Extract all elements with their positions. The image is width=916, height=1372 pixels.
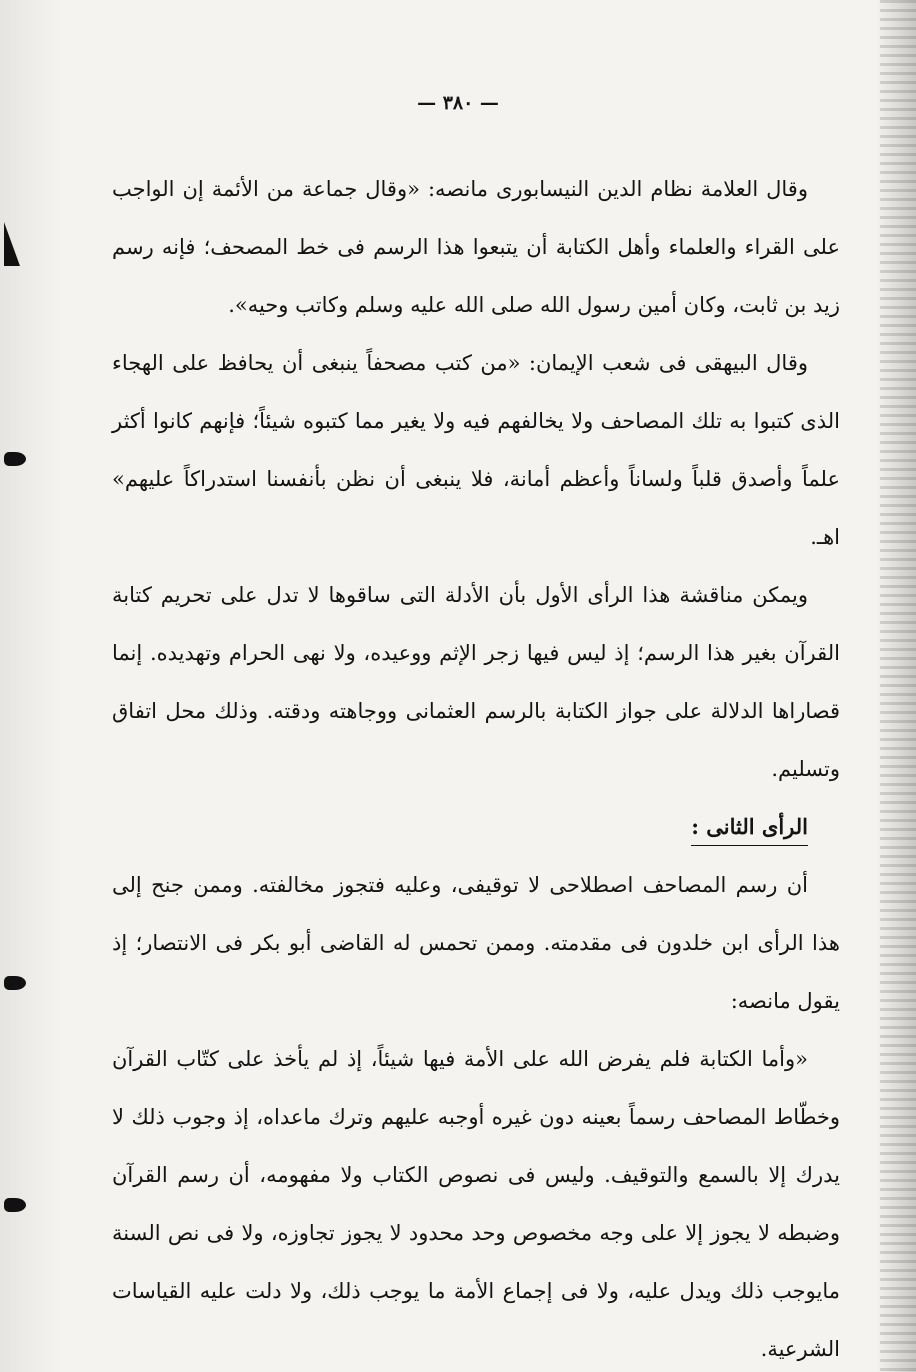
section-heading: الرأى الثانى :: [691, 809, 808, 846]
margin-ink-mark: [4, 976, 26, 990]
page-edge-shadow: [880, 0, 916, 1372]
paragraph: ويمكن مناقشة هذا الرأى الأول بأن الأدلة التى ساقوها لا تدل على تحريم كتابة القرآن بغير هذا الرسم؛ إذ ليس فيها زجر الإثم ووعيده، ولا نهى الحرام وتهديده. إنما قصاراها الدلالة على جواز الكتابة بالرسم العثمانى ووجاهته ودقته. وذلك محل اتفاق وتسليم.: [112, 583, 840, 781]
paragraph: وقال العلامة نظام الدين النيسابورى مانصه: «وقال جماعة من الأئمة إن الواجب على القراء والعلماء وأهل الكتابة أن يتبعوا هذا الرسم فى خط المصحف؛ فإنه رسم زيد بن ثابت، وكان أمين رسول الله صلى الله عليه وسلم وكاتب وحيه».: [112, 177, 840, 317]
section-heading-row: [112, 798, 840, 856]
margin-ink-mark: [4, 1198, 26, 1212]
quote-paragraph: «وأما الكتابة فلم يفرض الله على الأمة فيها شيئاً، إذ لم يأخذ على كتّاب القرآن وخطّاط المصاحف رسماً بعينه دون غيره أوجبه عليهم وترك ماعداه، إذ وجوب ذلك لا يدرك إلا بالسمع والتوقيف. وليس فى نصوص الكتاب ولا مفهومه، أن رسم القرآن وضبطه لا يجوز إلا على وجه مخصوص وحد محدود لا يجوز تجاوزه، ولا فى نص السنة مايوجب ذلك ويدل عليه، ولا فى إجماع الأمة ما يوجب ذلك، ولا دلت عليه القياسات الشرعية.: [112, 1047, 840, 1361]
page-number: — ٣٨٠ —: [417, 92, 499, 114]
paragraph: وقال البيهقى فى شعب الإيمان: «من كتب مصحفاً ينبغى أن يحافظ على الهجاء الذى كتبوا به تلك المصاحف ولا يخالفهم فيه ولا يغير مما كتبوه شيئاً؛ فإنهم كانوا أكثر علماً وأصدق قلباً ولساناً وأعظم أمانة، فلا ينبغى أن نظن بأنفسنا استدراكاً عليهم» اهـ.: [112, 351, 840, 549]
margin-ink-mark: [4, 452, 26, 466]
paragraph: أن رسم المصاحف اصطلاحى لا توقيفى، وعليه فتجوز مخالفته. وممن جنح إلى هذا الرأى ابن خلدون فى مقدمته. وممن تحمس له القاضى أبو بكر فى الانتصار؛ إذ يقول مانصه:: [112, 873, 840, 1013]
body-text: [112, 160, 840, 1372]
margin-triangle-mark: [4, 222, 20, 266]
